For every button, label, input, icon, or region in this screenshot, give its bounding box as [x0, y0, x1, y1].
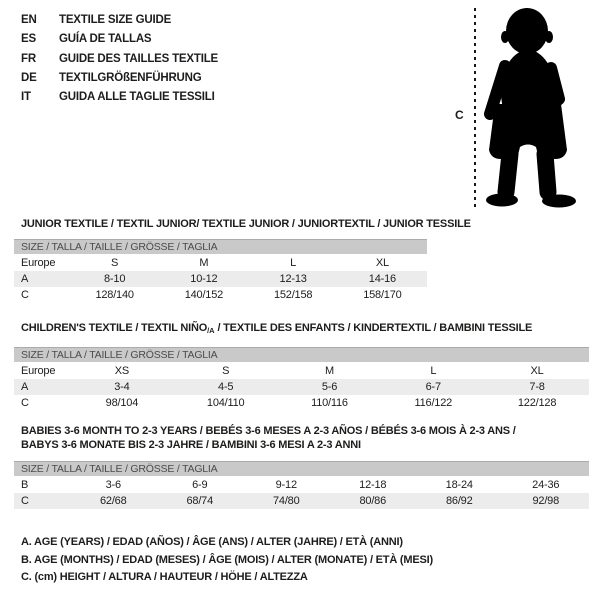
- language-label: GUIDE DES TAILLES TEXTILE: [59, 52, 218, 65]
- junior-table: [14, 239, 427, 303]
- cell: 128/140: [95, 289, 134, 301]
- cell: M: [199, 257, 209, 269]
- cell: S: [111, 257, 119, 269]
- table-row: [14, 395, 589, 411]
- table-row: [14, 363, 589, 379]
- language-label: TEXTILGRÖßENFÜHRUNG: [59, 71, 202, 84]
- language-row: [21, 11, 218, 30]
- cell: 3-4: [114, 381, 130, 393]
- language-row: [21, 30, 218, 49]
- language-label: TEXTILE SIZE GUIDE: [59, 14, 172, 26]
- cell: 4-5: [218, 381, 234, 393]
- legend-line-a: A. AGE (YEARS) / EDAD (AÑOS) / ÂGE (ANS) / ALTER (JAHRE) / ETÀ (ANNI): [21, 536, 403, 548]
- table-row: [14, 271, 427, 287]
- language-label: GUIDA ALLE TAGLIE TESSILI: [59, 91, 215, 104]
- cell: 98/104: [105, 397, 139, 409]
- table-row: [14, 493, 589, 509]
- row-label: A: [21, 381, 29, 393]
- height-measure-label: C: [455, 108, 464, 122]
- babies-table: [14, 461, 589, 509]
- table-row: [14, 379, 589, 395]
- legend-line-c: C. (cm) HEIGHT / ALTURA / HAUTEUR / HÖHE / ALTEZZA: [21, 571, 308, 583]
- language-code: ES: [21, 33, 36, 46]
- babies-title-line2: BABYS 3-6 MONATE BIS 2-3 JAHRE / BAMBINI 3-6 MESI A 2-3 ANNI: [21, 439, 361, 451]
- cell: 74/80: [272, 495, 300, 507]
- language-row: [21, 69, 218, 88]
- cell: 62/68: [99, 495, 127, 507]
- language-code: EN: [21, 14, 37, 26]
- language-label: GUÍA DE TALLAS: [59, 33, 152, 46]
- cell: M: [325, 365, 334, 377]
- babies-table-title: [21, 424, 516, 452]
- gender-subscript: /A: [207, 326, 215, 335]
- cell: 18-24: [445, 479, 473, 491]
- babies-title-line1: BABIES 3-6 MONTH TO 2-3 YEARS / BEBÉS 3-6 MESES A 2-3 AÑOS / BÉBÉS 3-6 MOIS À 2-3 ANS /: [21, 425, 516, 437]
- cell: 140/152: [184, 289, 224, 301]
- cell: 158/170: [363, 289, 402, 301]
- legend-line-b: B. AGE (MONTHS) / EDAD (MESES) / ÂGE (MOIS) / ALTER (MONATE) / ETÀ (MESI): [21, 553, 433, 566]
- language-code: FR: [21, 52, 36, 65]
- row-label: C: [21, 289, 29, 301]
- cell: 152/158: [273, 289, 313, 301]
- row-label: Europe: [21, 365, 56, 377]
- cell: 80/86: [359, 495, 387, 507]
- childrens-table: [14, 347, 589, 411]
- table-row: [14, 477, 589, 493]
- cell: 92/98: [532, 495, 560, 507]
- language-row: [21, 50, 218, 69]
- table-row: [14, 287, 427, 303]
- cell: 116/122: [414, 397, 453, 409]
- table-row: [14, 255, 427, 271]
- size-header-bar: SIZE / TALLA / TAILLE / GRÖSSE / TAGLIA: [14, 461, 589, 476]
- junior-table-title: JUNIOR TEXTILE / TEXTIL JUNIOR/ TEXTILE JUNIOR / JUNIORTEXTIL / JUNIOR TESSILE: [21, 218, 471, 230]
- cell: XS: [114, 365, 130, 377]
- cell: 12-13: [279, 273, 307, 285]
- cell: 14-16: [368, 273, 396, 285]
- cell: 3-6: [105, 479, 121, 491]
- row-label: Europe: [21, 257, 56, 269]
- language-row: [21, 88, 218, 107]
- cell: 110/116: [311, 397, 348, 409]
- cell: 104/110: [206, 397, 245, 409]
- row-label: A: [21, 273, 29, 285]
- cell: 9-12: [275, 479, 297, 491]
- row-label: C: [21, 495, 29, 507]
- cell: XL: [375, 257, 389, 269]
- row-label: C: [21, 397, 29, 409]
- cell: 8-10: [104, 273, 126, 285]
- language-code: DE: [21, 71, 37, 84]
- cell: 6-9: [192, 479, 208, 491]
- cell: 122/128: [517, 397, 557, 409]
- cell: 68/74: [186, 495, 214, 507]
- cell: 12-18: [359, 479, 387, 491]
- row-label: B: [21, 479, 29, 491]
- height-measure-dashed-line: [474, 8, 476, 208]
- cell: 24-36: [532, 479, 560, 491]
- language-code: IT: [21, 91, 31, 104]
- cell: L: [290, 257, 297, 269]
- cell: 7-8: [529, 381, 545, 393]
- cell: 86/92: [445, 495, 473, 507]
- language-list: [21, 11, 218, 107]
- cell: 10-12: [190, 273, 218, 285]
- size-header-bar: SIZE / TALLA / TAILLE / GRÖSSE / TAGLIA: [14, 239, 427, 254]
- childrens-table-title: CHILDREN'S TEXTILE / TEXTIL NIÑO/A / TEXTILE DES ENFANTS / KINDERTEXTIL / BAMBINI TESSILE: [21, 322, 533, 335]
- cell: XL: [530, 365, 544, 377]
- size-header-bar: SIZE / TALLA / TAILLE / GRÖSSE / TAGLIA: [14, 347, 589, 362]
- cell: 5-6: [321, 381, 338, 393]
- cell: 6-7: [425, 381, 441, 393]
- baby-silhouette: [483, 4, 600, 211]
- cell: L: [430, 365, 437, 377]
- cell: S: [222, 365, 230, 377]
- measurement-legend: [21, 534, 433, 587]
